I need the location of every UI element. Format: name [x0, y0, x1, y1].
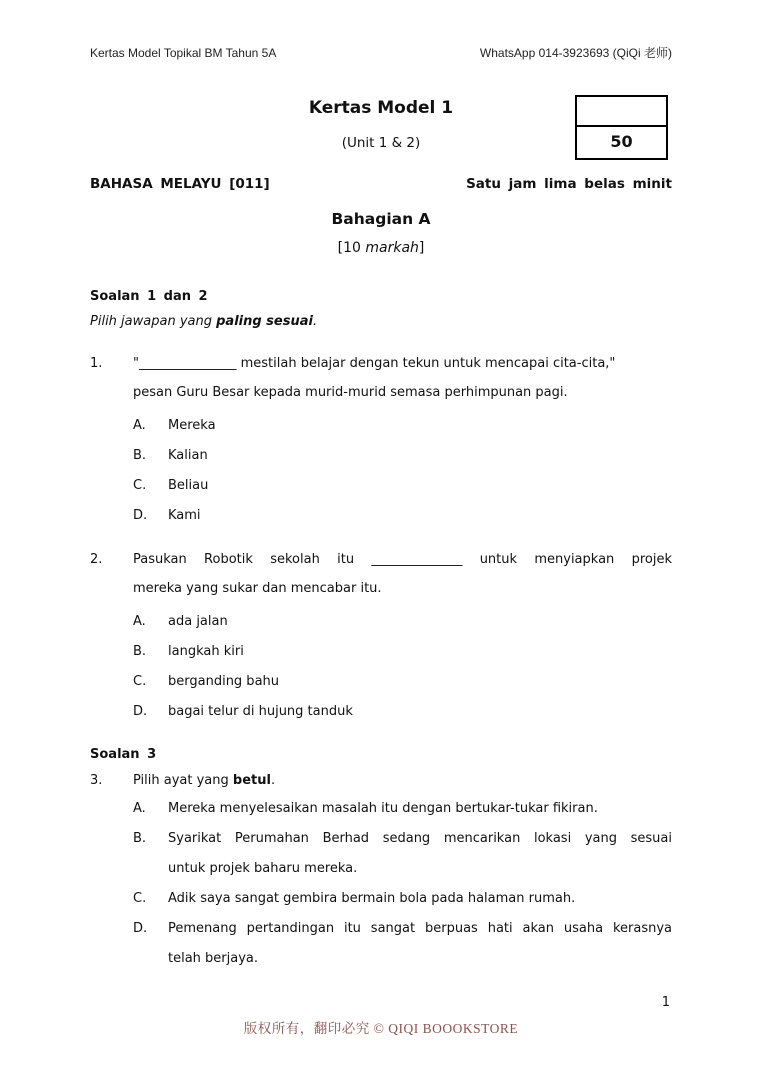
q3-option-d-letter: D.: [133, 921, 148, 936]
soalan-3-heading: Soalan 3: [90, 747, 157, 762]
question-2-body: [133, 545, 672, 727]
q3-option-a: [133, 794, 672, 824]
q3-stem-suffix: .: [270, 773, 276, 788]
page-number: 1: [661, 995, 670, 1010]
section-marks: [90, 238, 672, 258]
question-2-options: [133, 607, 672, 727]
duration-text: Satu jam lima belas minit: [466, 176, 672, 192]
question-2: [90, 545, 672, 727]
question-1-number: 1.: [90, 356, 103, 371]
instruction-suffix: .: [312, 314, 318, 329]
paper-subtitle: (Unit 1 & 2): [341, 135, 421, 151]
question-1-body: [133, 349, 672, 531]
question-3: [90, 767, 672, 974]
q1-option-a-letter: A.: [133, 418, 146, 433]
q3-option-b-line-2: untuk projek baharu mereka.: [168, 861, 358, 876]
q2-option-d-letter: D.: [133, 704, 148, 719]
q1-option-d: [133, 501, 672, 531]
q3-option-d: [133, 914, 672, 974]
q1-option-c-letter: C.: [133, 478, 147, 493]
paper-title: Kertas Model 1: [308, 98, 454, 118]
q3-option-b-line-1: Syarikat Perumahan Berhad sedang mencarikan lokasi yang sesuai: [168, 831, 672, 846]
q2-option-c: [133, 667, 672, 697]
q1-option-b-letter: B.: [133, 448, 147, 463]
question-1-line-2: pesan Guru Besar kepada murid-murid semasa perhimpunan pagi.: [133, 385, 568, 400]
q2-option-b: [133, 637, 672, 667]
q3-option-d-line-1: Pemenang pertandingan itu sangat berpuas hati akan usaha kerasnya: [168, 921, 672, 936]
page-header: [90, 45, 672, 61]
instruction-bold: paling sesuai: [216, 314, 313, 329]
q1-option-d-letter: D.: [133, 508, 148, 523]
q2-option-d-text: bagai telur di hujung tanduk: [168, 704, 353, 719]
subject-row: [90, 174, 672, 194]
question-1-line-1: "_______________ mestilah belajar dengan tekun untuk mencapai cita-cita,": [133, 356, 616, 371]
q3-option-c-line-1: Adik saya sangat gembira bermain bola pada halaman rumah.: [168, 891, 576, 906]
header-right-text: WhatsApp 014-3923693 (QiQi 老师): [479, 46, 672, 60]
instruction-text: [90, 312, 672, 332]
question-2-line-1: Pasukan Robotik sekolah itu ______________ untuk menyiapkan projek: [133, 552, 672, 567]
score-box-total: 50: [610, 132, 633, 151]
question-3-body: [133, 767, 672, 974]
q2-option-a-letter: A.: [133, 614, 146, 629]
q3-option-c-text: [168, 884, 672, 914]
q3-option-b-text: [168, 824, 672, 884]
subject-code: BAHASA MELAYU [011]: [90, 176, 270, 192]
q2-option-d: [133, 697, 672, 727]
q1-option-c: [133, 471, 672, 501]
question-3-number: 3.: [90, 773, 103, 788]
q3-option-c-letter: C.: [133, 891, 147, 906]
marks-suffix: ]: [418, 240, 425, 256]
q3-option-a-letter: A.: [133, 801, 146, 816]
q3-option-b-letter: B.: [133, 831, 147, 846]
q3-stem-bold: betul: [232, 773, 271, 788]
q3-option-b: [133, 824, 672, 884]
instruction-prefix: Pilih jawapan yang: [90, 314, 217, 329]
q3-option-a-line-1: Mereka menyelesaikan masalah itu dengan bertukar-tukar fikiran.: [168, 801, 598, 816]
q2-option-c-text: berganding bahu: [168, 674, 280, 689]
section-heading: Bahagian A: [331, 210, 431, 228]
question-2-number: 2.: [90, 552, 103, 567]
q2-option-b-text: langkah kiri: [168, 644, 244, 659]
q3-option-c: [133, 884, 672, 914]
q3-option-d-line-2: telah berjaya.: [168, 951, 259, 966]
footer-copyright: 版权所有，翻印必究 © QIQI BOOOKSTORE: [243, 1021, 519, 1036]
q2-option-c-letter: C.: [133, 674, 147, 689]
q1-option-c-text: Beliau: [168, 478, 209, 493]
q2-option-b-letter: B.: [133, 644, 147, 659]
question-3-options: [133, 794, 672, 974]
q2-option-a-text: ada jalan: [168, 614, 228, 629]
q1-option-a: [133, 411, 672, 441]
score-box-empty-cell: [577, 97, 666, 127]
question-1: [90, 349, 672, 531]
question-2-line-2: mereka yang sukar dan mencabar itu.: [133, 581, 382, 596]
marks-word: markah: [365, 240, 419, 256]
q3-option-a-text: [168, 794, 672, 824]
question-1-options: [133, 411, 672, 531]
q1-option-a-text: Mereka: [168, 418, 216, 433]
question-3-stem: [133, 767, 672, 794]
q1-option-b-text: Kalian: [168, 448, 208, 463]
q3-stem-prefix: Pilih ayat yang: [133, 773, 233, 788]
soalan-1-2-heading: Soalan 1 dan 2: [90, 289, 208, 304]
q1-option-b: [133, 441, 672, 471]
q3-option-d-text: [168, 914, 672, 974]
q1-option-d-text: Kami: [168, 508, 201, 523]
header-left-text: Kertas Model Topikal BM Tahun 5A: [90, 46, 277, 60]
marks-prefix: [10: [337, 240, 366, 256]
q2-option-a: [133, 607, 672, 637]
score-box: [575, 95, 668, 160]
